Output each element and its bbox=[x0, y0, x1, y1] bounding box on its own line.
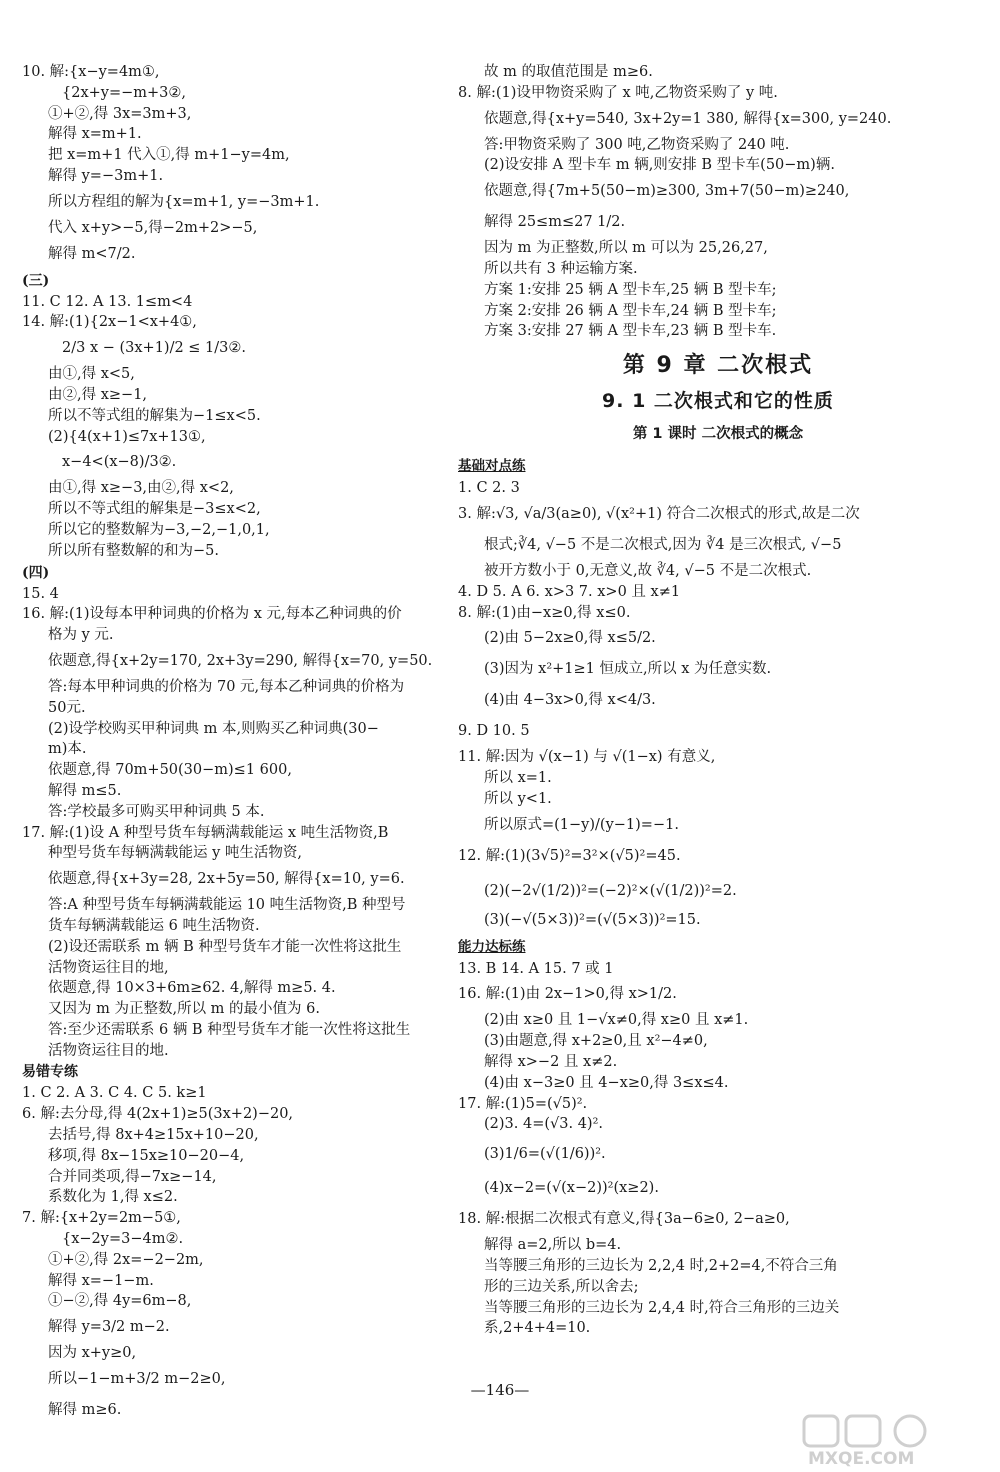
left-column-line: 解得 y=3/2 m−2. bbox=[48, 1319, 170, 1336]
ability-practice-line: 16. 解:(1)由 2x−1>0,得 x>1/2. bbox=[458, 986, 677, 1003]
left-column-line: 50元. bbox=[48, 699, 86, 716]
left-column-line: ①+②,得 3x=3m+3, bbox=[48, 105, 192, 122]
left-column-line: 解得 m<7/2. bbox=[48, 245, 136, 262]
ability-practice-line: 17. 解:(1)5=(√5)². bbox=[458, 1095, 588, 1112]
practice-heading-basic: 基础对点练 bbox=[458, 458, 526, 475]
left-column-line: ①−②,得 4y=6m−8, bbox=[48, 1293, 192, 1310]
right-top-line: 答:甲物资采购了 300 吨,乙物资采购了 240 吨. bbox=[484, 136, 790, 153]
left-column-line: 移项,得 8x−15x≥10−20−4, bbox=[48, 1147, 245, 1164]
left-column-line: 7. 解:{x+2y=2m−5①, bbox=[22, 1210, 181, 1227]
basic-practice-line: 12. 解:(1)(3√5)²=3²×(√5)²=45. bbox=[458, 847, 681, 864]
lesson-title: 第 1 课时 二次根式的概念 bbox=[632, 426, 804, 443]
ability-practice-line: 当等腰三角形的三边长为 2,2,4 时,2+2=4,不符合三角 bbox=[484, 1257, 838, 1274]
right-top-line: 依题意,得{7m+5(50−m)≥300, 3m+7(50−m)≥240, bbox=[484, 183, 850, 200]
left-column-line: 货车每辆满载能运 6 吨生活物资. bbox=[48, 917, 260, 934]
left-column-line: 所以所有整数解的和为−5. bbox=[48, 542, 219, 559]
basic-practice-line: 11. 解:因为 √(x−1) 与 √(1−x) 有意义, bbox=[458, 749, 716, 766]
left-column-line: 代入 x+y>−5,得−2m+2>−5, bbox=[48, 219, 258, 236]
basic-practice-line: 被开方数小于 0,无意义,故 ∛4, √−5 不是二次根式. bbox=[484, 562, 812, 579]
left-column-line: (三) bbox=[22, 272, 50, 289]
left-column-line: 答:至少还需联系 6 辆 B 种型号货车才能一次性将这批生 bbox=[48, 1021, 411, 1038]
basic-practice-answers bbox=[458, 478, 978, 930]
watermark-icon bbox=[800, 1412, 990, 1468]
basic-practice-line: 9. D 10. 5 bbox=[458, 723, 530, 740]
watermark-text: MXQE.COM bbox=[808, 1449, 915, 1468]
left-column-line: 由②,得 x≥−1, bbox=[48, 386, 148, 403]
left-column-line: {2x+y=−m+3②, bbox=[62, 84, 187, 101]
basic-practice-line: 3. 解:√3, √a/3(a≥0), √(x²+1) 符合二次根式的形式,故是二次 bbox=[458, 505, 860, 522]
left-column-line: (2){4(x+1)≤7x+13①, bbox=[48, 428, 206, 445]
section-title: 9. 1 二次根式和它的性质 bbox=[602, 390, 834, 413]
ability-practice-line: (2)由 x≥0 且 1−√x≠0,得 x≥0 且 x≠1. bbox=[484, 1012, 749, 1029]
ability-practice-line: 系,2+4+4=10. bbox=[484, 1320, 591, 1337]
right-top-line: 方案 2:安排 26 辆 A 型卡车,24 辆 B 型卡车; bbox=[484, 302, 777, 319]
basic-practice-line: 1. C 2. 3 bbox=[458, 480, 520, 497]
left-column-line: 所以方程组的解为{x=m+1, y=−3m+1. bbox=[48, 193, 320, 210]
left-column-line: (四) bbox=[22, 564, 50, 581]
left-column-line: 依题意,得{x+2y=170, 2x+3y=290, 解得{x=70, y=50. bbox=[48, 652, 433, 669]
left-column-line: 依题意,得 10×3+6m≥62. 4,解得 m≥5. 4. bbox=[48, 980, 336, 997]
left-column-line: 依题意,得 70m+50(30−m)≤1 600, bbox=[48, 762, 292, 779]
practice-heading-ability: 能力达标练 bbox=[458, 938, 526, 955]
left-column-line: 解得 x=−1−m. bbox=[48, 1272, 154, 1289]
ability-practice-line: (4)x−2=(√(x−2))²(x≥2). bbox=[484, 1180, 659, 1197]
left-column-line: 所以不等式组的解集为−1≤x<5. bbox=[48, 407, 261, 424]
ability-practice-line: 解得 x>−2 且 x≠2. bbox=[484, 1053, 618, 1070]
basic-practice-line: 根式;∛4, √−5 不是二次根式,因为 ∛4 是三次根式, √−5 bbox=[484, 536, 842, 553]
right-top-line: 因为 m 为正整数,所以 m 可以为 25,26,27, bbox=[484, 240, 768, 257]
right-top-line: 8. 解:(1)设甲物资采购了 x 吨,乙物资采购了 y 吨. bbox=[458, 84, 778, 101]
right-column bbox=[458, 62, 978, 1339]
right-top-line: 故 m 的取值范围是 m≥6. bbox=[484, 64, 653, 80]
right-top-line: 方案 3:安排 27 辆 A 型卡车,23 辆 B 型卡车. bbox=[484, 323, 777, 340]
left-column-line: 所以它的整数解为−3,−2,−1,0,1, bbox=[48, 521, 270, 538]
ability-practice-line: 18. 解:根据二次根式有意义,得{3a−6≥0, 2−a≥0, bbox=[458, 1211, 790, 1228]
right-top-line: 方案 1:安排 25 辆 A 型卡车,25 辆 B 型卡车; bbox=[484, 281, 777, 298]
left-column-line: 6. 解:去分母,得 4(2x+1)≥5(3x+2)−20, bbox=[22, 1106, 294, 1123]
left-column-line: 由①,得 x<5, bbox=[48, 366, 135, 383]
watermark-logo bbox=[800, 1412, 990, 1468]
basic-practice-line: (3)因为 x²+1≥1 恒成立,所以 x 为任意实数. bbox=[484, 661, 772, 678]
right-column-continued-answers bbox=[458, 62, 978, 342]
left-column-line: 种型号货车每辆满载能运 y 吨生活物资, bbox=[48, 845, 303, 862]
ability-practice-line: (4)由 x−3≥0 且 4−x≥0,得 3≤x≤4. bbox=[484, 1074, 729, 1091]
left-column-line: 依题意,得{x+3y=28, 2x+5y=50, 解得{x=10, y=6. bbox=[48, 871, 405, 888]
right-top-line: 依题意,得{x+y=540, 3x+2y=1 380, 解得{x=300, y=240. bbox=[484, 110, 892, 127]
left-column-line: 系数化为 1,得 x≤2. bbox=[48, 1189, 178, 1206]
chapter-title: 第 9 章 二次根式 bbox=[622, 353, 814, 379]
left-column-line: (2)设还需联系 m 辆 B 种型号货车才能一次性将这批生 bbox=[48, 938, 402, 955]
left-column-line: 所以−1−m+3/2 m−2≥0, bbox=[48, 1371, 226, 1388]
basic-practice-line: 4. D 5. A 6. x>3 7. x>0 且 x≠1 bbox=[458, 583, 681, 600]
left-column-line: {x−2y=3−4m②. bbox=[62, 1231, 184, 1248]
left-column-line: 15. 4 bbox=[22, 585, 59, 602]
basic-practice-line: (4)由 4−3x>0,得 x<4/3. bbox=[484, 692, 656, 709]
left-column-line: 把 x=m+1 代入①,得 m+1−y=4m, bbox=[48, 147, 290, 164]
basic-practice-line: 所以 y<1. bbox=[484, 790, 552, 807]
basic-practice-line: 8. 解:(1)由−x≥0,得 x≤0. bbox=[458, 604, 631, 621]
ability-practice-line: (3)由题意,得 x+2≥0,且 x²−4≠0, bbox=[484, 1033, 708, 1050]
left-column-line: 2/3 x − (3x+1)/2 ≤ 1/3②. bbox=[62, 340, 247, 357]
ability-practice-line: 13. B 14. A 15. 7 或 1 bbox=[458, 960, 614, 977]
left-column-line: (2)设学校购买甲种词典 m 本,则购买乙种词典(30− bbox=[48, 720, 379, 737]
left-column-line: 解得 m≥6. bbox=[48, 1402, 122, 1419]
left-column-line: x−4<(x−8)/3②. bbox=[62, 454, 177, 471]
left-column-line: 又因为 m 为正整数,所以 m 的最小值为 6. bbox=[48, 1001, 320, 1018]
left-column-line: 格为 y 元. bbox=[48, 627, 114, 644]
left-column-line: 解得 x=m+1. bbox=[48, 126, 142, 143]
ability-practice-line: 解得 a=2,所以 b=4. bbox=[484, 1237, 622, 1254]
left-column bbox=[22, 62, 462, 1426]
left-column-line: 因为 x+y≥0, bbox=[48, 1345, 137, 1362]
ability-practice-line: 形的三边关系,所以舍去; bbox=[484, 1278, 639, 1295]
basic-practice-line: 所以原式=(1−y)/(y−1)=−1. bbox=[484, 816, 679, 833]
left-column-line: 10. 解:{x−y=4m①, bbox=[22, 64, 160, 80]
left-column-line: 答:每本甲种词典的价格为 70 元,每本乙种词典的价格为 bbox=[48, 678, 405, 695]
left-column-line: 1. C 2. A 3. C 4. C 5. k≥1 bbox=[22, 1085, 207, 1102]
left-column-line: ①+②,得 2x=−2−2m, bbox=[48, 1251, 204, 1268]
basic-practice-line: (3)(−√(5×3))²=(√(5×3))²=15. bbox=[484, 911, 701, 928]
left-column-line: 17. 解:(1)设 A 种型号货车每辆满载能运 x 吨生活物资,B bbox=[22, 824, 389, 841]
left-column-line: 16. 解:(1)设每本甲种词典的价格为 x 元,每本乙种词典的价 bbox=[22, 606, 402, 623]
basic-practice-line: 所以 x=1. bbox=[484, 770, 552, 787]
left-column-line: 所以不等式组的解集是−3≤x<2, bbox=[48, 501, 261, 518]
right-top-line: (2)设安排 A 型卡车 m 辆,则安排 B 型卡车(50−m)辆. bbox=[484, 157, 835, 174]
left-column-line: m)本. bbox=[48, 741, 87, 758]
page-number: —146— bbox=[470, 1381, 530, 1399]
left-column-line: 合并同类项,得−7x≥−14, bbox=[48, 1168, 217, 1185]
left-column-line: 解得 y=−3m+1. bbox=[48, 167, 164, 184]
ability-practice-line: (2)3. 4=(√3. 4)². bbox=[484, 1116, 604, 1133]
basic-practice-line: (2)(−2√(1/2))²=(−2)²×(√(1/2))²=2. bbox=[484, 882, 737, 899]
ability-practice-line: 当等腰三角形的三边长为 2,4,4 时,符合三角形的三边关 bbox=[484, 1299, 840, 1316]
right-top-line: 解得 25≤m≤27 1/2. bbox=[484, 214, 626, 231]
left-column-line: 活物资运往目的地. bbox=[48, 1042, 169, 1059]
basic-practice-line: (2)由 5−2x≥0,得 x≤5/2. bbox=[484, 630, 656, 647]
right-top-line: 所以共有 3 种运输方案. bbox=[484, 260, 638, 277]
left-column-line: 答:学校最多可购买甲种词典 5 本. bbox=[48, 803, 265, 820]
left-column-line: 14. 解:(1){2x−1<x+4①, bbox=[22, 314, 197, 331]
left-column-line: 易错专练 bbox=[22, 1064, 78, 1081]
left-column-line: 解得 m≤5. bbox=[48, 782, 122, 799]
left-column-line: 去括号,得 8x+4≥15x+10−20, bbox=[48, 1127, 259, 1144]
ability-practice-line: (3)1/6=(√(1/6))². bbox=[484, 1146, 606, 1163]
left-column-line: 答:A 种型号货车每辆满载能运 10 吨生活物资,B 种型号 bbox=[48, 897, 406, 914]
left-column-line: 11. C 12. A 13. 1≤m<4 bbox=[22, 293, 193, 310]
left-column-line: 由①,得 x≥−3,由②,得 x<2, bbox=[48, 480, 234, 497]
ability-practice-answers bbox=[458, 959, 978, 1340]
left-column-line: 活物资运往目的地, bbox=[48, 959, 169, 976]
